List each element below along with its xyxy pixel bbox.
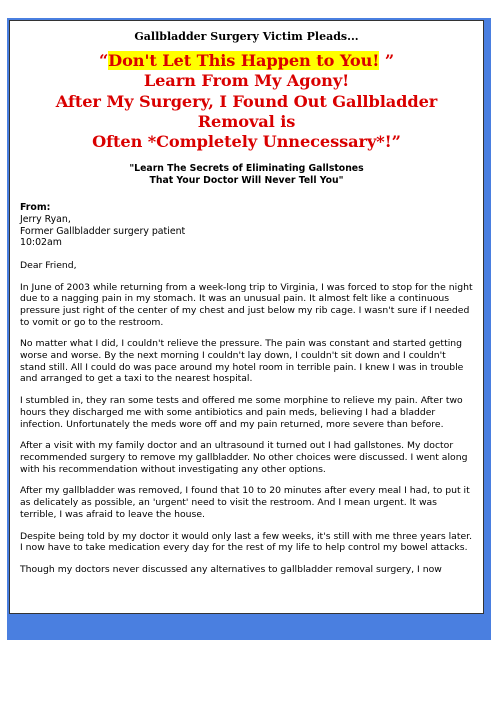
- author-name: Jerry Ryan,: [20, 214, 71, 226]
- subheadline-line-2: That Your Doctor Will Never Tell You": [149, 175, 344, 187]
- headline-line-1: [20, 51, 473, 71]
- subheadline: [20, 163, 473, 187]
- body-paragraph-5: After my gallbladder was removed, I found that 10 to 20 minutes after every meal I had, to put it as delicately as possible, an 'urgent' need to visit the restroom. And I mean urgent. It was terrible, I was afraid to leave the house.: [20, 485, 470, 520]
- headline-highlighted-text: Don't Let This Happen to You!: [108, 51, 380, 70]
- from-block: [20, 202, 473, 248]
- body-paragraph-4: After a visit with my family doctor and an ultrasound it turned out I had gallstones. My doctor recommended surgery to remove my gallbladder. No other choices were discussed. I went along with his recommendation without investigating any other options.: [20, 440, 468, 475]
- headline-close-quote: ”: [379, 51, 395, 70]
- letter-page: [9, 20, 484, 614]
- body-paragraph-2: No matter what I did, I couldn't relieve the pressure. The pain was constant and started getting worse and worse. By the next morning I couldn't lay down, I couldn't sit down and I couldn't stand still. All I could do was pace around my hotel room in terrible pain. I knew I was in trouble and arranged to get a taxi to the nearest hospital.: [20, 338, 464, 385]
- greeting: Dear Friend,: [20, 259, 77, 271]
- author-title: Former Gallbladder surgery patient: [20, 225, 186, 237]
- headline-line-3: After My Surgery, I Found Out Gallbladder Removal is: [55, 91, 438, 131]
- body-paragraph-6: Despite being told by my doctor it would only last a few weeks, it's still with me three years later. I now have to take medication every day for the rest of my life to help control my bowel attacks.: [20, 530, 473, 554]
- headline-line-2: Learn From My Agony!: [143, 71, 350, 91]
- subheadline-line-1: "Learn The Secrets of Eliminating Gallstones: [129, 163, 364, 175]
- kicker-heading: Gallbladder Surgery Victim Pleads...: [134, 30, 359, 43]
- letter-time: 10:02am: [20, 237, 62, 249]
- body-paragraph-1: In June of 2003 while returning from a week-long trip to Virginia, I was forced to stop for the night due to a nagging pain in my stomach. It was an unusual pain. It almost felt like a continuous pressure just right of the center of my chest and just below my rib cage. I wasn't sure if I needed to vomit or go to the restroom.: [20, 281, 473, 328]
- body-paragraph-3: I stumbled in, they ran some tests and offered me some morphine to relieve my pain. After two hours they discharged me with some antibiotics and pain meds, believing I had a bladder infection. Unfortunately the meds wore off and my pain returned, more severe than before.: [20, 395, 463, 430]
- headline-line-4: Often *Completely Unnecessary*!”: [92, 132, 401, 152]
- headline-open-quote: “: [98, 51, 109, 70]
- headline: [20, 51, 473, 152]
- from-label: From:: [20, 202, 51, 214]
- body-paragraph-7: Though my doctors never discussed any alternatives to gallbladder removal surgery, I now: [20, 563, 442, 575]
